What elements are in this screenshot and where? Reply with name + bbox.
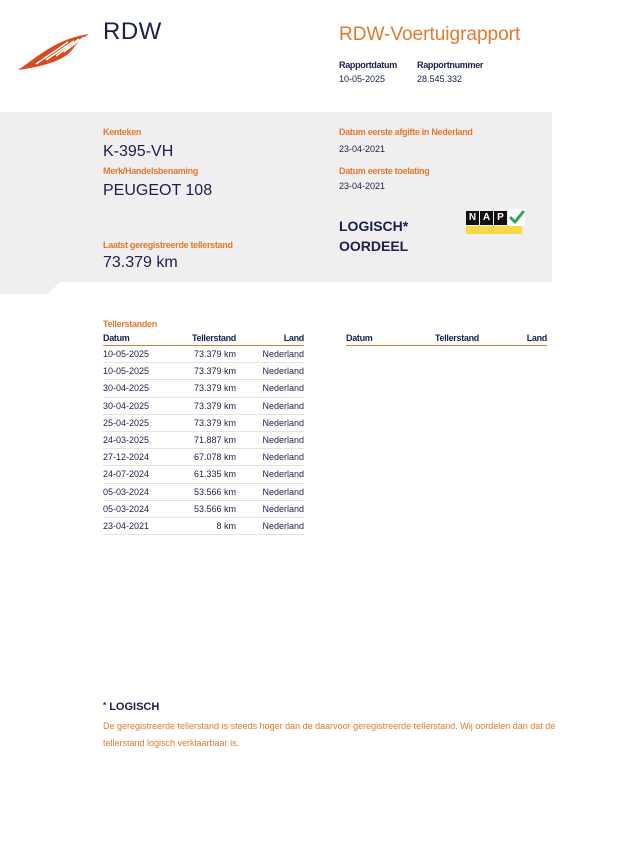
nap-letter-p: P [494,211,507,225]
nap-badge [466,211,525,233]
table-row [103,398,304,415]
table-row [103,380,304,397]
table-row [103,518,304,535]
plate-label: Kenteken [103,127,142,137]
cell-country: Nederland [262,417,304,428]
report-date: 10-05-2025 [339,74,386,84]
report-number-block [417,60,483,84]
footnote-text: De geregistreerde tellerstand is steeds hoger dan de daarvoor geregistreerde tellerstand. Wij oordelen dan dat de tellerstand logisch verklaarbaar is. [103,721,556,748]
cell-reading: 73.379 km [193,417,236,428]
table-row [103,449,304,466]
report-number-label: Rapportnummer [417,60,484,70]
footnote-title [103,701,159,713]
cell-country: Nederland [262,383,304,394]
table-row [103,484,304,501]
cell-country: Nederland [262,452,304,463]
cell-country: Nederland [262,349,304,360]
odometer-value: 73.379 km [103,254,178,271]
cell-country: Nederland [262,503,304,514]
col-country: Land [526,333,547,343]
table-row [103,415,304,432]
readings-table-header [103,333,304,346]
cell-date: 25-04-2025 [103,417,150,428]
cell-reading: 71.887 km [193,435,236,446]
col-date: Datum [346,333,373,343]
cell-country: Nederland [262,435,304,446]
cell-country: Nederland [262,469,304,480]
report-title: RDW-Voertuigrapport [339,24,521,45]
cell-reading: 73.379 km [193,349,236,360]
footnote-title-text: LOGISCH [109,701,160,713]
verdict [339,216,408,256]
cell-date: 10-05-2025 [103,366,150,377]
odometer-label: Laatst geregistreerde tellerstand [103,240,233,250]
check-icon [508,209,525,226]
report-date-block [339,60,397,84]
first-registration-label: Datum eerste afgifte in Nederland [339,127,473,137]
cell-date: 05-03-2024 [103,503,150,514]
first-registration-value: 23-04-2021 [339,144,386,154]
table-row [103,346,304,363]
verdict-line-1: LOGISCH* [339,218,409,234]
col-reading: Tellerstand [434,333,479,343]
make-label: Merk/Handelsbenaming [103,166,199,176]
cell-date: 23-04-2021 [103,520,150,531]
make-value: PEUGEOT 108 [103,182,213,199]
table-row [103,466,304,483]
nap-letter-a: A [480,211,493,225]
first-admission-value: 23-04-2021 [339,181,386,191]
readings-title: Tellerstanden [103,319,157,329]
cell-country: Nederland [262,520,304,531]
cell-reading: 53.566 km [193,486,236,497]
table-row [103,501,304,518]
cell-reading: 53.566 km [193,503,236,514]
cell-reading: 67.078 km [193,452,236,463]
cell-date: 30-04-2025 [103,400,150,411]
plate-value: K-395-VH [103,143,174,160]
brand-name: RDW [103,18,162,45]
band-notch [0,282,60,294]
readings-table [103,333,304,535]
cell-date: 30-04-2025 [103,383,150,394]
vehicle-info-band [0,112,552,282]
col-reading: Tellerstand [191,333,236,343]
cell-reading: 73.379 km [193,366,236,377]
col-date: Datum [103,333,130,343]
table-row [103,432,304,449]
cell-date: 10-05-2025 [103,349,150,360]
report-number: 28.545.332 [417,74,463,84]
cell-date: 05-03-2024 [103,486,150,497]
first-admission-label: Datum eerste toelating [339,166,430,176]
cell-reading: 61.335 km [193,469,236,480]
readings-table-continued [346,333,547,346]
cell-date: 24-07-2024 [103,469,150,480]
cell-country: Nederland [262,400,304,411]
cell-date: 27-12-2024 [103,452,150,463]
table-row [103,363,304,380]
readings-table-continued-header [346,333,547,346]
cell-country: Nederland [262,366,304,377]
cell-reading: 73.379 km [193,383,236,394]
report-date-label: Rapportdatum [339,60,397,70]
cell-reading: 8 km [216,520,236,531]
verdict-line-2: OORDEEL [339,238,409,254]
cell-reading: 73.379 km [193,400,236,411]
nap-letter-n: N [466,211,479,225]
rdw-logo-icon [16,32,90,72]
col-country: Land [283,333,304,343]
footnote-star: * [103,701,107,710]
cell-country: Nederland [262,486,304,497]
cell-date: 24-03-2025 [103,435,150,446]
